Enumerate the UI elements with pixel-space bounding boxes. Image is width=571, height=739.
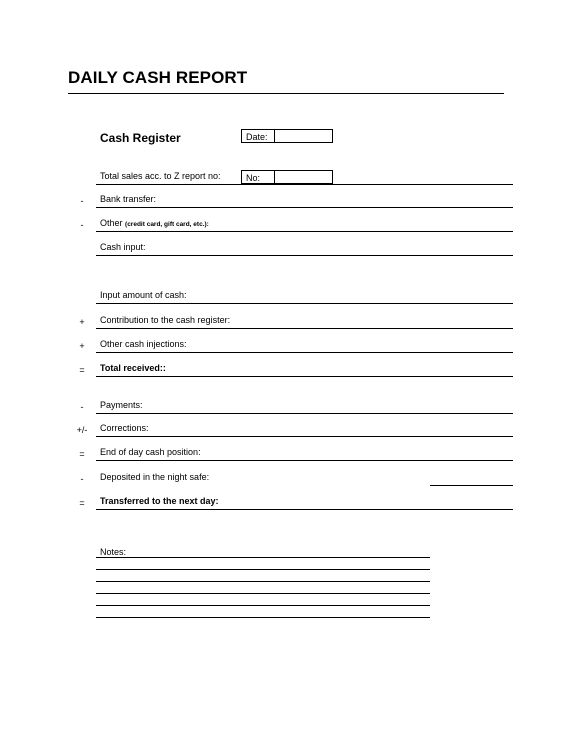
row-label: Cash input:	[100, 242, 146, 252]
row-label: Corrections:	[100, 423, 149, 433]
row-label: Total received::	[100, 363, 166, 373]
row-sign: =	[79, 498, 85, 508]
page-title: DAILY CASH REPORT	[68, 68, 248, 87]
row-transferred[interactable]	[96, 495, 513, 510]
row-night-safe[interactable]	[96, 471, 513, 485]
row-input-amount[interactable]	[96, 289, 513, 304]
amount-line[interactable]	[429, 460, 513, 461]
notes-line[interactable]	[96, 557, 430, 558]
row-total-received[interactable]	[96, 362, 513, 377]
date-input-cell[interactable]	[274, 130, 334, 142]
row-label: Contribution to the cash register:	[100, 315, 231, 325]
notes-line[interactable]	[96, 617, 430, 618]
row-label: Total sales acc. to Z report no:	[100, 171, 221, 181]
row-end-of-day[interactable]	[96, 446, 513, 461]
section-heading: Cash Register	[100, 131, 181, 145]
row-sign: -	[80, 402, 84, 412]
notes-line[interactable]	[96, 593, 430, 594]
amount-line[interactable]	[429, 255, 513, 256]
row-contribution[interactable]	[96, 314, 513, 329]
row-label: Deposited in the night safe:	[100, 472, 210, 482]
row-sign: -	[80, 474, 84, 484]
row-sign: +	[79, 317, 85, 327]
row-label: Bank transfer:	[100, 194, 157, 204]
row-sign: =	[79, 365, 85, 375]
amount-line[interactable]	[429, 509, 513, 510]
row-bank-transfer[interactable]	[96, 193, 513, 208]
row-label-note: (credit card, gift card, etc.):	[125, 221, 209, 228]
date-label: Date:	[246, 132, 268, 142]
notes-line[interactable]	[96, 581, 430, 582]
notes-line[interactable]	[96, 605, 430, 606]
row-cash-input[interactable]	[96, 241, 513, 256]
row-sign: +	[79, 341, 85, 351]
row-label	[100, 218, 209, 230]
row-sign: +/-	[76, 425, 88, 435]
row-corrections[interactable]	[96, 422, 513, 437]
night-safe-amount-line[interactable]	[430, 485, 513, 486]
row-label: Transferred to the next day:	[100, 496, 219, 506]
row-sign: =	[79, 449, 85, 459]
row-sign: -	[80, 220, 84, 230]
row-label: Input amount of cash:	[100, 290, 187, 300]
row-other[interactable]	[96, 217, 513, 232]
z-report-number-field[interactable]	[241, 170, 333, 184]
row-label-main: Other	[100, 218, 123, 228]
notes-line[interactable]	[96, 569, 430, 570]
row-label: Other cash injections:	[100, 339, 187, 349]
amount-line[interactable]	[429, 376, 513, 377]
no-label: No:	[246, 173, 261, 183]
row-sign: -	[80, 196, 84, 206]
row-payments[interactable]	[96, 399, 513, 414]
no-input-cell[interactable]	[274, 171, 334, 183]
notes-label: Notes:	[100, 547, 127, 557]
row-other-injections[interactable]	[96, 338, 513, 353]
row-label: End of day cash position:	[100, 447, 201, 457]
date-field[interactable]	[241, 129, 333, 143]
title-divider	[68, 93, 504, 94]
row-label: Payments:	[100, 400, 143, 410]
